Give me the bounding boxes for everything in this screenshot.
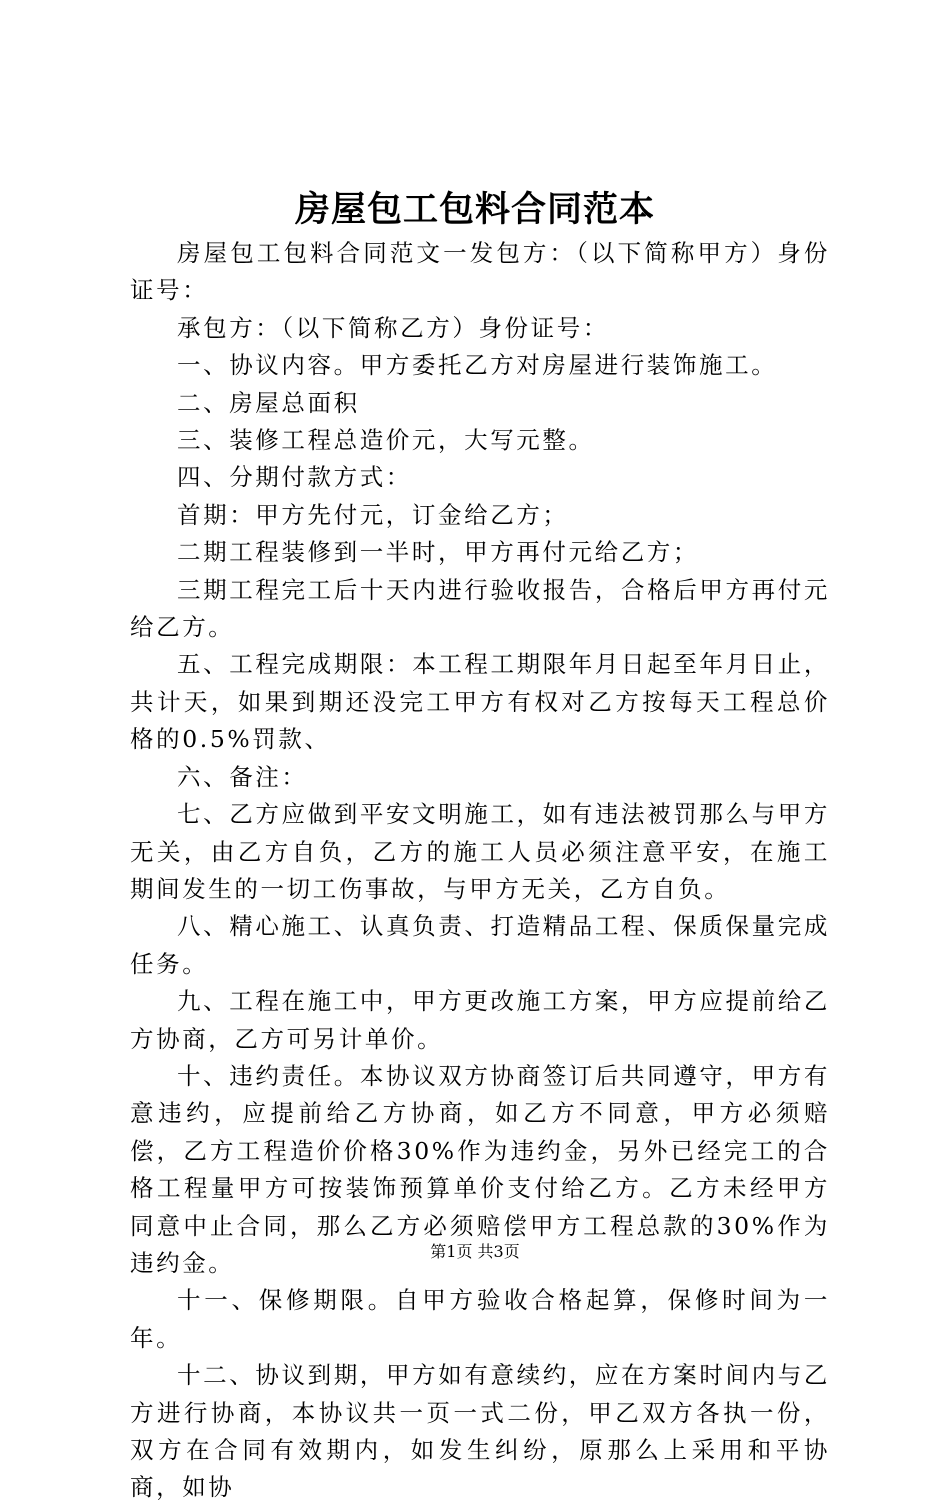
document-body (130, 235, 830, 1507)
paragraph-clause-12: 十二、协议到期，甲方如有意续约，应在方案时间内与乙方进行协商，本协议共一页一式二份，甲乙双方各执一份，双方在合同有效期内，如发生纠纷，原那么上采用和平协商，如协 (130, 1361, 830, 1502)
paragraph-clause-10: 十、违约责任。本协议双方协商签订后共同遵守，甲方有意违约，应提前给乙方协商，如乙方不同意，甲方必须赔偿，乙方工程造价价格30%作为违约金，另外已经完工的合格工程量甲方可按装饰预算单价支付给乙方。乙方未经甲方同意中止合同，那么乙方必须赔偿甲方工程总款的30%作为违约金。 (130, 1061, 830, 1277)
paragraph-clause-5: 五、工程完成期限：本工程工期限年月日起至年月日止，共计天，如果到期还没完工甲方有权对乙方按每天工程总价格的0.5%罚款、 (130, 650, 830, 754)
paragraph-payment-1: 首期：甲方先付元，订金给乙方； (177, 500, 569, 529)
paragraph-clause-2: 二、房屋总面积 (177, 388, 360, 417)
paragraph-clause-4: 四、分期付款方式： (177, 463, 412, 492)
paragraph-clause-9: 九、工程在施工中，甲方更改施工方案，甲方应提前给乙方协商，乙方可另计单价。 (130, 987, 830, 1053)
paragraph-payment-2: 二期工程装修到一半时，甲方再付元给乙方； (177, 538, 699, 567)
paragraph-payment-3: 三期工程完工后十天内进行验收报告，合格后甲方再付元给乙方。 (130, 575, 830, 642)
paragraph-clause-3: 三、装修工程总造价元，大写元整。 (177, 426, 595, 455)
paragraph-clause-7: 七、乙方应做到平安文明施工，如有违法被罚那么与甲方无关，由乙方自负，乙方的施工人员必须注意平安，在施工期间发生的一切工伤事故，与甲方无关，乙方自负。 (130, 800, 830, 903)
paragraph-intro: 房屋包工包料合同范文一发包方：（以下简称甲方）身份证号： (130, 239, 830, 305)
paragraph-clause-6: 六、备注： (177, 762, 308, 791)
paragraph-clause-8: 八、精心施工、认真负责、打造精品工程、保质保量完成任务。 (130, 912, 830, 978)
paragraph-clause-1: 一、协议内容。甲方委托乙方对房屋进行装饰施工。 (177, 351, 778, 380)
paragraph-clause-11: 十一、保修期限。自甲方验收合格起算，保修时间为一年。 (130, 1286, 830, 1352)
page-footer: 第1页 共3页 (430, 1242, 520, 1261)
paragraph-contractor: 承包方：（以下简称乙方）身份证号： (177, 313, 609, 342)
document-title: 房屋包工包料合同范本 (294, 189, 655, 230)
